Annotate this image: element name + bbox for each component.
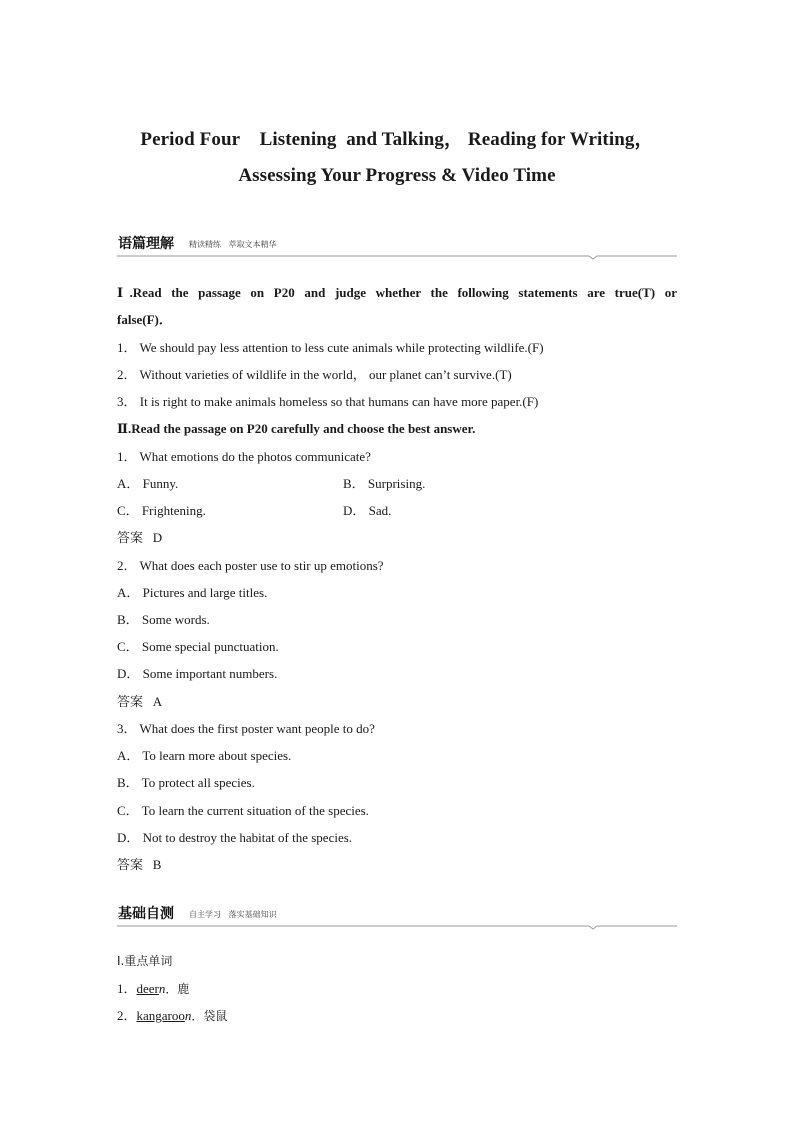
vocabulary-word: kangaroo <box>136 1008 185 1023</box>
statement-item: 3． It is right to make animals homeless so that humans can have more paper.(F) <box>117 394 539 409</box>
vocabulary-item <box>117 1008 227 1024</box>
item-number: 2． <box>117 1008 137 1023</box>
section-divider <box>117 255 677 261</box>
answer-line: 答案 B <box>117 857 162 872</box>
document-title-line-1: Period Four Listening and Talking， Reading for Writing， <box>140 129 654 150</box>
option-a: A． To learn more about species. <box>117 748 292 763</box>
part-of-speech: n <box>158 981 166 996</box>
vocabulary-heading: Ⅰ.重点单词 <box>117 954 173 968</box>
option-b: B． Some words. <box>117 612 210 627</box>
word-meaning: ．鹿 <box>165 982 190 996</box>
part-of-speech: n <box>184 1008 192 1023</box>
option-c: C． Frightening. <box>117 503 206 518</box>
section-subheading: 精读精练 萃取文本精华 <box>189 240 277 249</box>
section-header-basic-self-test <box>117 903 677 927</box>
word-meaning: ．袋鼠 <box>191 1009 228 1023</box>
vocabulary-item <box>117 981 189 997</box>
option-b: B． Surprising. <box>343 476 426 491</box>
item-number: 1． <box>117 981 137 996</box>
statement-item: 1． We should pay less attention to less cute animals while protecting wildlife.(F) <box>117 340 544 355</box>
vocabulary-word: deer <box>136 981 159 996</box>
document-title-line-2: Assessing Your Progress & Video Time <box>238 165 556 186</box>
question-stem: 2． What does each poster use to stir up emotions? <box>117 558 384 573</box>
section-heading: 语篇理解 <box>118 236 174 252</box>
statement-item: 2． Without varieties of wildlife in the world， our planet can’t survive.(T) <box>117 367 512 382</box>
option-a: A． Funny. <box>117 476 179 491</box>
part2-instruction: Ⅱ.Read the passage on P20 carefully and choose the best answer. <box>117 421 476 436</box>
option-d: D． Some important numbers. <box>117 666 278 681</box>
option-c: C． To learn the current situation of the species. <box>117 803 369 818</box>
section-subheading: 自主学习 落实基础知识 <box>189 910 277 919</box>
part1-instruction: Ⅰ.Read the passage on P20 and judge whether the following statements are true(T) or <box>117 285 677 300</box>
option-c: C． Some special punctuation. <box>117 639 279 654</box>
option-d: D． Not to destroy the habitat of the species. <box>117 830 353 845</box>
question-stem: 1． What emotions do the photos communicate? <box>117 449 371 464</box>
section-heading: 基础自测 <box>118 906 174 922</box>
option-a: A． Pictures and large titles. <box>117 585 268 600</box>
section-divider <box>117 925 677 931</box>
question-stem: 3． What does the first poster want people to do? <box>117 721 375 736</box>
answer-line: 答案 D <box>117 530 163 545</box>
part1-instruction-continued: false(F)． <box>117 312 172 327</box>
section-header-text-understanding <box>117 233 677 257</box>
option-b: B． To protect all species. <box>117 775 255 790</box>
answer-line: 答案 A <box>117 694 163 709</box>
option-d: D． Sad. <box>343 503 392 518</box>
